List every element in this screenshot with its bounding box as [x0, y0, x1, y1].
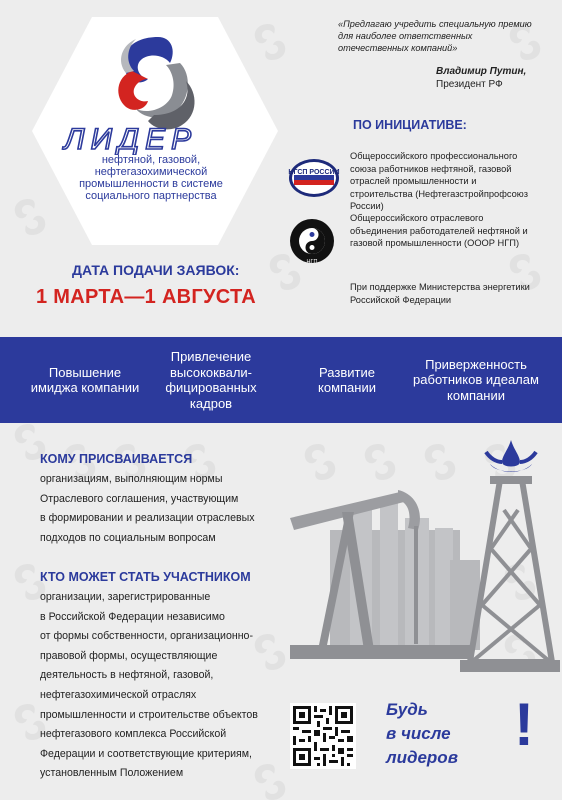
oil-drop-icon	[502, 440, 520, 467]
org-ngsp-text: Общероссийского профессионального союза работников нефтяной, газовой отраслей промышленности и строительства (Нефтегазстройпрофсоюз России)	[350, 151, 529, 211]
participants-line: установленным Положением	[40, 767, 184, 780]
quote-author-role: Президент РФ	[436, 79, 503, 90]
cta-slogan	[386, 698, 458, 770]
benefit-item: Приверженность работников идеалам компании	[413, 356, 539, 403]
benefit-item: Привлечение высококвали-фицированных кадров	[165, 349, 257, 411]
ngp-badge-text: НГП	[306, 259, 318, 265]
svg-text:ЛИДЕР: ЛИДЕР	[64, 123, 198, 155]
benefit-item: Развитие компании	[318, 364, 376, 395]
participants-line: деятельность в нефтяной, газовой,	[40, 669, 214, 682]
participants-line: организации, зарегистрированные	[40, 591, 211, 603]
benefit-item: Повышение имиджа компании	[30, 364, 140, 395]
participants-line: правовой формы, осуществляющие	[40, 649, 218, 662]
logo-subtitle-line: нефтяной, газовой,	[101, 154, 201, 166]
participants-line: от формы собственности, организационно-	[40, 630, 253, 643]
participants-line: нефтегазохимической отраслях	[40, 688, 197, 701]
org-ngp-text: Общероссийского отраслевого объединения работодателей нефтяной и газовой промышленности (ОООР НГП)	[350, 213, 528, 248]
ngsp-badge-text: НГСП РОССИИ	[288, 169, 340, 176]
application-date-value: 1 МАРТА—1 АВГУСТА	[36, 286, 257, 308]
who-line: организациям, выполняющим нормы	[40, 473, 223, 485]
participants-line: в Российской Федерации независимо	[40, 610, 225, 623]
putin-quote: «Предлагаю учредить специальную премию для наиболее ответственных отечественных компаний»	[338, 19, 532, 53]
ministry-support-text: При поддержке Министерства энергетики Российской Федерации	[350, 282, 530, 305]
qr-code[interactable]	[290, 703, 356, 769]
benefits-band	[0, 337, 562, 423]
oil-rig-illustration	[290, 440, 562, 680]
initiative-title: ПО ИНИЦИАТИВЕ:	[353, 118, 467, 132]
quote-author: Владимир Путин,	[436, 66, 527, 77]
participants-line: промышленности и строительстве объектов	[40, 708, 258, 721]
who-line: Отраслевого соглашения, участвующим	[40, 492, 239, 505]
logo-subtitle-line: промышленности в системе	[79, 178, 223, 190]
cta-line: в числе	[386, 724, 451, 743]
cta-line: лидеров	[386, 748, 458, 767]
cta-line: Будь	[386, 700, 428, 719]
participants-line: нефтегазового комплекса Российской	[40, 728, 227, 741]
application-date-label: ДАТА ПОДАЧИ ЗАЯВОК:	[72, 262, 240, 278]
logo-subtitle-line: социального партнерства	[85, 190, 217, 202]
exclamation-mark: !	[514, 691, 534, 758]
participants-line: Федерации и соответствующие критериям,	[40, 747, 252, 760]
participants-text	[40, 588, 290, 784]
who-line: в формировании и реализации отраслевых	[40, 512, 255, 525]
ngp-badge-icon	[288, 217, 336, 265]
logo-wordmark	[58, 123, 258, 155]
who-line: подходов по социальным вопросам	[40, 531, 216, 544]
ngsp-badge-icon	[288, 158, 340, 198]
logo-subtitle	[40, 154, 262, 202]
participants-title: КТО МОЖЕТ СТАТЬ УЧАСТНИКОМ	[40, 570, 251, 584]
logo-subtitle-line: нефтегазохимической	[94, 166, 208, 178]
who-text	[40, 470, 290, 548]
who-title: КОМУ ПРИСВАИВАЕТСЯ	[40, 452, 193, 466]
